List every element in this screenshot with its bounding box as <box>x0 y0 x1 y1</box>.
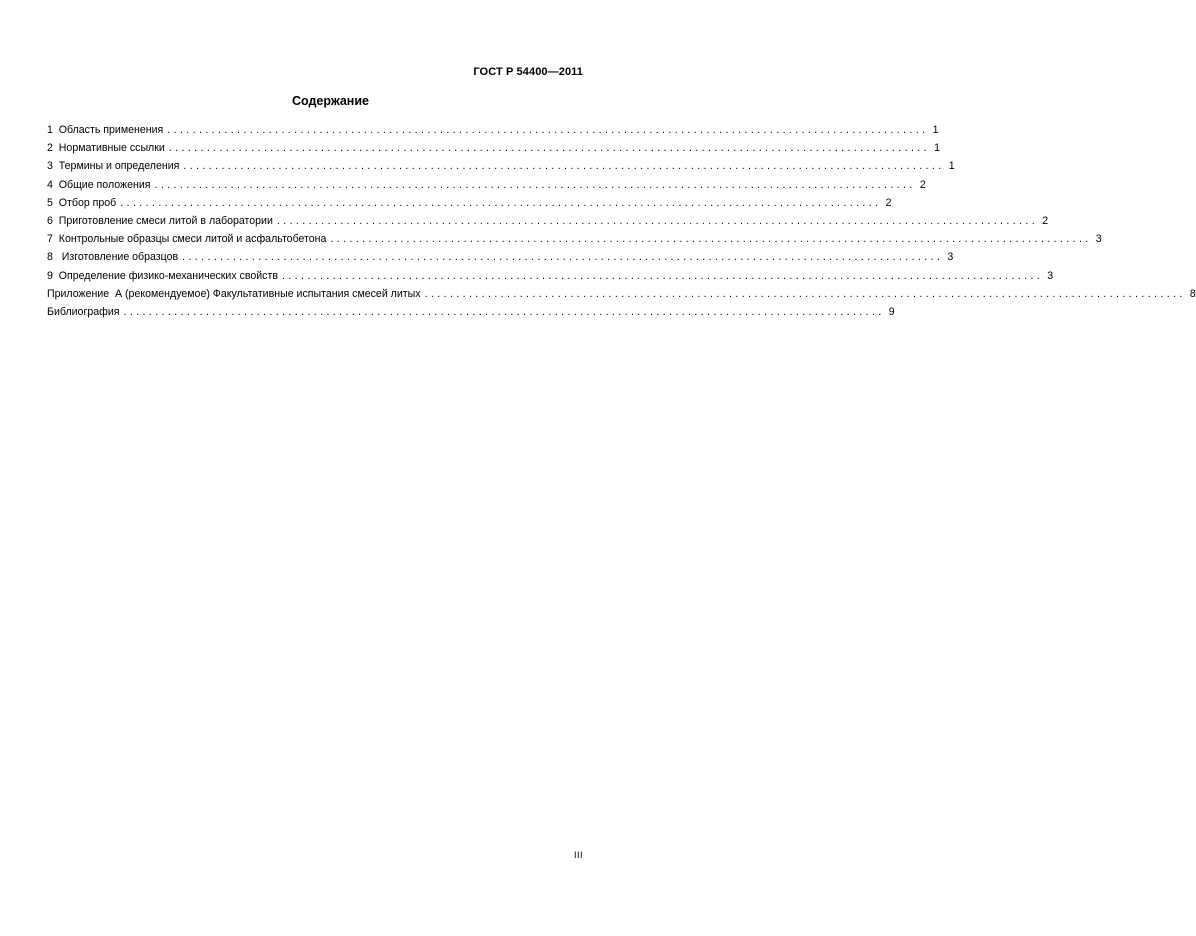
toc-entry[interactable] <box>47 267 1054 285</box>
toc-entry-page: 9 <box>888 305 895 318</box>
toc-entry-page: 3 <box>1095 233 1102 246</box>
toc-entry[interactable] <box>47 121 939 139</box>
toc-entry-page: 2 <box>1042 214 1049 227</box>
toc-entry[interactable] <box>47 194 892 212</box>
toc-leader-dots: ........................................................................................................................ <box>123 305 885 318</box>
toc-entry[interactable] <box>47 248 954 266</box>
toc-leader-dots: ........................................................................................................................ <box>120 196 882 209</box>
document-code: ГОСТ Р 54400—2011 <box>473 66 583 78</box>
toc-entry-label: Приложение А (рекомендуемое) Факультативные испытания смесей литых <box>47 287 421 300</box>
toc-entry-label: 9 Определение физико-механических свойств <box>47 269 278 282</box>
toc-entry-page: 3 <box>1047 269 1054 282</box>
table-of-contents <box>47 121 1196 321</box>
toc-leader-dots: ........................................................................................................................ <box>182 251 944 264</box>
toc-entry-label: 3 Термины и определения <box>47 160 180 173</box>
toc-leader-dots: ........................................................................................................................ <box>167 124 929 136</box>
toc-entry-label: 5 Отбор проб <box>47 196 117 209</box>
toc-entry-page: 1 <box>948 160 955 173</box>
toc-leader-dots: ........................................................................................................................ <box>154 178 916 191</box>
toc-entry-page: 3 <box>947 251 954 264</box>
toc-leader-dots: ........................................................................................................................ <box>330 233 1092 246</box>
toc-leader-dots: ........................................................................................................................ <box>168 142 930 155</box>
toc-entry-page: 2 <box>919 178 926 191</box>
toc-entry-label: 6 Приготовление смеси литой в лаборатории <box>47 214 273 227</box>
toc-entry-page: 1 <box>934 142 940 155</box>
toc-leader-dots: ........................................................................................................................ <box>276 214 1039 227</box>
toc-entry[interactable] <box>47 230 1102 248</box>
page-number: III <box>573 850 583 860</box>
toc-leader-dots: ........................................................................................................................ <box>183 160 945 173</box>
toc-entry-label: 2 Нормативные ссылки <box>47 142 165 155</box>
toc-entry-page: 8 <box>1189 287 1196 300</box>
toc-entry[interactable] <box>47 157 955 175</box>
toc-entry[interactable] <box>47 285 1196 303</box>
toc-entry[interactable] <box>47 139 940 157</box>
toc-entry[interactable] <box>47 303 895 321</box>
toc-entry-page: 1 <box>932 124 939 136</box>
toc-entry-label: 1 Область применения <box>47 124 164 136</box>
toc-entry[interactable] <box>47 212 1049 230</box>
toc-entry-label: 4 Общие положения <box>47 178 151 191</box>
toc-entry-label: Библиография <box>47 305 120 318</box>
toc-entry[interactable] <box>47 176 926 194</box>
toc-leader-dots: ........................................................................................................................ <box>424 287 1186 300</box>
toc-entry-page: 2 <box>885 196 892 209</box>
toc-leader-dots: ........................................................................................................................ <box>281 269 1044 282</box>
toc-entry-label: 7 Контрольные образцы смеси литой и асфальтобетона <box>47 233 327 246</box>
toc-title: Содержание <box>291 94 369 108</box>
toc-entry-label: 8 Изготовление образцов <box>47 251 179 264</box>
